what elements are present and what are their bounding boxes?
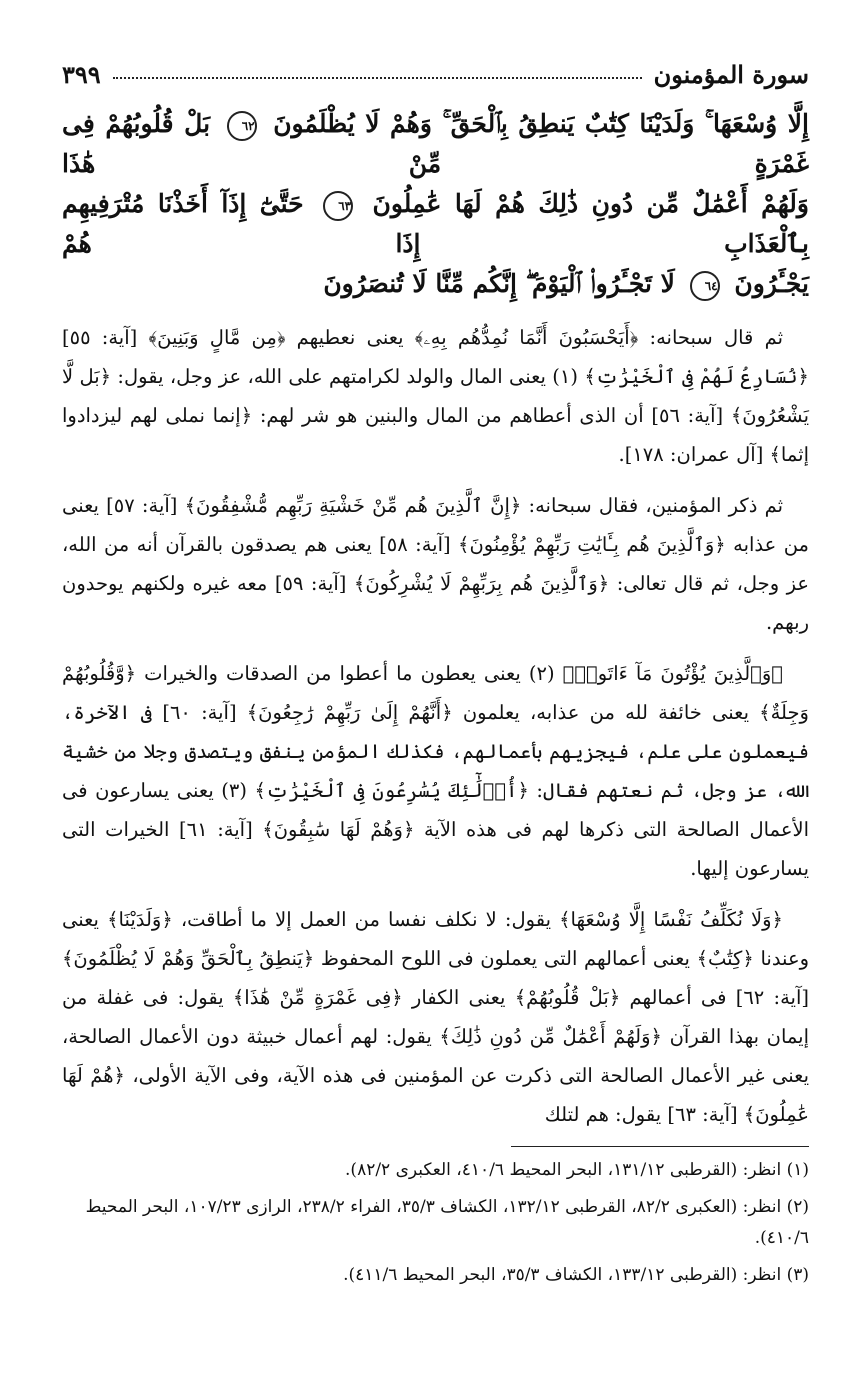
commentary-paragraph: ﴿وَلَا نُكَلِّفُ نَفْسًا إِلَّا وُسْعَهَا﴾ يقول: لا نكلف نفسا من العمل إلا ما أطاقت، ﴿وَلَدَيْنَا﴾ يعنى وعندنا ﴿كِتَٰبٌ﴾ يعنى أعمالهم التى يعملون فى اللوح المحفوظ ﴿يَنطِقُ بِٱلْحَقِّ وَهُمْ لَا يُظْلَمُونَ﴾ [آية: ٦٢] فى أعمالهم ﴿بَلْ قُلُوبُهُمْ﴾ يعنى الكفار ﴿فِى غَمْرَةٍ مِّنْ هَٰذَا﴾ يقول: فى غفلة من إيمان بهذا القرآن ﴿وَلَهُمْ أَعْمَٰلٌ مِّن دُونِ ذَٰلِكَ﴾ يقول: لهم أعمال خبيثة دون الأعمال الصالحة، يعنى غير الأعمال الصالحة التى ذكرت عن المؤمنين فى هذه الآية، وفى الآية الأولى، ﴿هُمْ لَهَا عَٰمِلُونَ﴾ [آية: ٦٣] يقول: هم لتلك [62, 908, 809, 1126]
verse-text: وَلَهُمْ أَعْمَٰلٌ مِّن دُونِ ذَٰلِكَ هُمْ لَهَا عَٰمِلُونَ [372, 189, 809, 218]
verse-line [62, 184, 809, 264]
verse-text: بَلْ قُلُوبُهُمْ فِى غَمْرَةٍ مِّنْ هَٰذَا [62, 109, 809, 178]
ayah-number-icon: ٦٢ [227, 111, 257, 141]
commentary-paragraph: ﴿وَٱلَّذِينَ يُؤْتُونَ مَآ ءَاتَوا۟﴾ (٢) يعنى يعطون ما أعطوا من الصدقات والخيرات ﴿وَّقُلُوبُهُمْ وَجِلَةٌ﴾ يعنى خائفة لله من عذابه، يعلمون ﴿أَنَّهُمْ إِلَىٰ رَبِّهِمْ رَٰجِعُونَ﴾ [آية: ٦٠] فى الآخرة، فيعملون على علم، فيجزيهم بأعمالهم، فكذلك المؤمن ينفق ويتصدق وجلا من خشية الله، عز وجل، ثم نعتهم فقال: ﴿أُو۟لَٰٓئِكَ يُسَٰرِعُونَ فِى ٱلْخَيْرَٰتِ﴾ (٣) يعنى يسارعون فى الأعمال الصالحة التى ذكرها لهم فى هذه الآية ﴿وَهُمْ لَهَا سَٰبِقُونَ﴾ [آية: ٦١] الخيرات التى يسارعون إليها. [62, 662, 809, 880]
commentary-paragraph: ثم ذكر المؤمنين، فقال سبحانه: ﴿إِنَّ ٱلَّذِينَ هُم مِّنْ خَشْيَةِ رَبِّهِم مُّشْفِقُونَ﴾ [آية: ٥٧] يعنى من عذابه ﴿وَٱلَّذِينَ هُم بِـَٔايَٰتِ رَبِّهِمْ يُؤْمِنُونَ﴾ [آية: ٥٨] يعنى هم يصدقون بالقرآن أنه من الله، عز وجل، ثم قال تعالى: ﴿وَٱلَّذِينَ هُم بِرَبِّهِمْ لَا يُشْرِكُونَ﴾ [آية: ٥٩] معه غيره ولكنهم يوحدون ربهم. [62, 494, 810, 634]
quran-verses-block [62, 104, 809, 304]
verse-line [62, 264, 809, 304]
commentary-body [62, 318, 809, 1134]
running-header [62, 60, 809, 90]
ayah-number-icon: ٦٣ [323, 191, 353, 221]
verse-text: إِلَّا وُسْعَهَا ۚ وَلَدَيْنَا كِتَٰبٌ يَنطِقُ بِٱلْحَقِّ ۚ وَهُمْ لَا يُظْلَمُونَ [273, 109, 809, 138]
footnote: (٢) انظر: (العكبرى ٨٢/٢، القرطبى ١٣٢/١٢، الكشاف ٣٥/٣، الفراء ٢٣٨/٢، الرازى ١٠٧/٢٣، البحر المحيط ٤١٠/٦). [85, 1197, 809, 1248]
footnotes [62, 1155, 809, 1291]
page-number: ٣٩٩ [62, 60, 101, 89]
commentary-paragraph: ثم قال سبحانه: ﴿أَيَحْسَبُونَ أَنَّمَا نُمِدُّهُم بِهِۦ﴾ يعنى نعطيهم ﴿مِن مَّالٍ وَبَنِينَ﴾ [آية: ٥٥] ﴿نُسَارِعُ لَهُمْ فِى ٱلْخَيْرَٰتِ﴾ (١) يعنى المال والولد لكرامتهم على الله، عز وجل، يقول: ﴿بَل لَّا يَشْعُرُونَ﴾ [آية: ٥٦] أن الذى أعطاهم من المال والبنين هو شر لهم: ﴿إنما نملى لهم ليزدادوا إثما﴾ [آل عمران: ١٧٨]. [62, 326, 809, 466]
verse-text: يَجْـَٔرُونَ [734, 269, 809, 298]
header-leader-dots [113, 61, 642, 79]
surah-title: سورة المؤمنون [653, 60, 809, 89]
footnote-divider [511, 1146, 809, 1147]
verse-text: لَا تَجْـَٔرُوا۟ ٱلْيَوْمَ ۖ إِنَّكُم مِّنَّا لَا تُنصَرُونَ [323, 269, 675, 298]
footnote: (٣) انظر: (القرطبى ١٣٣/١٢، الكشاف ٣٥/٣، البحر المحيط ٤١١/٦). [343, 1265, 809, 1285]
footnote: (١) انظر: (القرطبى ١٣١/١٢، البحر المحيط ٤١٠/٦، العكبرى ٨٢/٢). [345, 1160, 809, 1180]
ayah-number-icon: ٦٤ [690, 271, 720, 301]
verse-line [62, 104, 809, 184]
verse-text: حَتَّىٰٓ إِذَآ أَخَذْنَا مُتْرَفِيهِم بِٱلْعَذَابِ إِذَا هُمْ [62, 189, 809, 258]
